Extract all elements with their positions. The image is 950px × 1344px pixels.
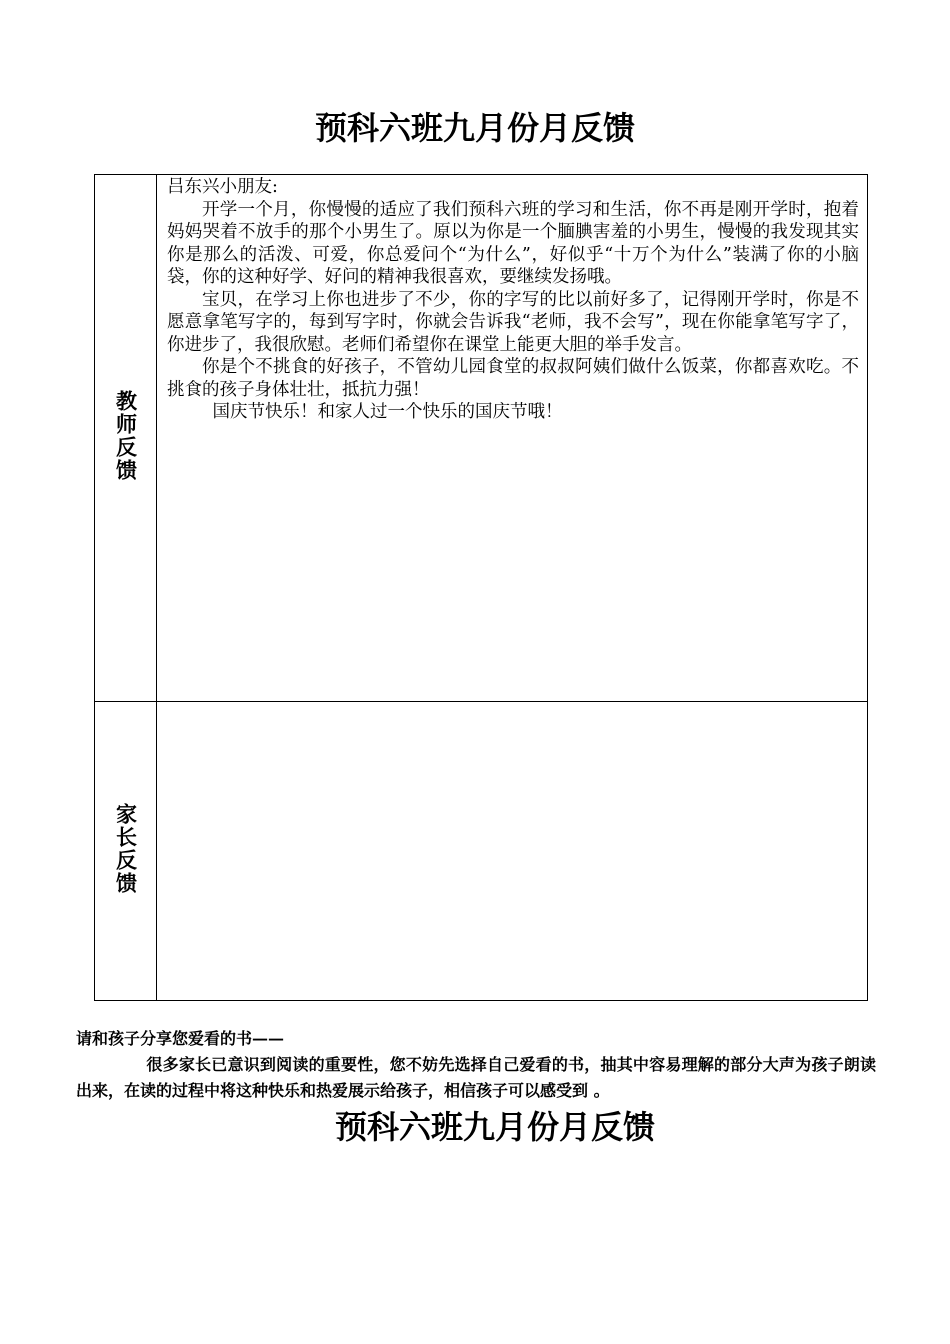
reading-note-body: 很多家长已意识到阅读的重要性，您不妨先选择自己爱看的书，抽其中容易理解的部分大声为孩子朗读出来，在读的过程中将这种快乐和热爱展示给孩子，相信孩子可以感受到 。: [76, 1055, 876, 1100]
teacher-feedback-row: [95, 175, 868, 702]
teacher-feedback-greeting: 吕东兴小朋友:: [167, 177, 278, 197]
parent-feedback-row: [95, 702, 868, 1001]
teacher-feedback-paragraph: 宝贝，在学习上你也进步了不少，你的字写的比以前好多了，记得刚开学时，你是不愿意拿笔写字的，每到写字时，你就会告诉我“老师，我不会写”，现在你能拿笔写字了，你进步了，我很欣慰。老师们希望你在课堂上能更大胆的举手发言。: [167, 289, 859, 355]
page-title: 预科六班九月份月反馈: [314, 109, 635, 147]
parent-feedback-label: 家长反馈: [113, 802, 139, 895]
teacher-feedback-closing: 国庆节快乐！和家人过一个快乐的国庆节哦！: [212, 402, 563, 422]
teacher-feedback-label-cell: [95, 175, 157, 702]
teacher-feedback-cell: [157, 175, 868, 702]
teacher-feedback-paragraph: 开学一个月，你慢慢的适应了我们预科六班的学习和生活，你不再是刚开学时，抱着妈妈哭着不放手的那个小男生了。原以为你是一个腼腆害羞的小男生，慢慢的我发现其实你是那么的活泼、可爱，你总爱问个“为什么”，好似乎“十万个为什么”装满了你的小脑袋，你的这种好学、好问的精神我很喜欢，要继续发扬哦。: [167, 199, 859, 287]
page-title-repeat: 预科六班九月份月反馈: [334, 1108, 655, 1146]
reading-note-heading: 请和孩子分享您爱看的书——: [76, 1029, 285, 1048]
teacher-feedback-paragraph: 你是个不挑食的好孩子，不管幼儿园食堂的叔叔阿姨们做什么饭菜，你都喜欢吃。不挑食的孩子身体壮壮，抵抗力强！: [167, 357, 859, 400]
teacher-feedback-label: 教师反馈: [113, 389, 139, 482]
parent-feedback-label-cell: [95, 702, 157, 1001]
parent-feedback-cell[interactable]: [157, 702, 868, 1001]
reading-note: [76, 1026, 876, 1104]
teacher-feedback-text: [157, 175, 867, 424]
feedback-table: [94, 174, 868, 1001]
